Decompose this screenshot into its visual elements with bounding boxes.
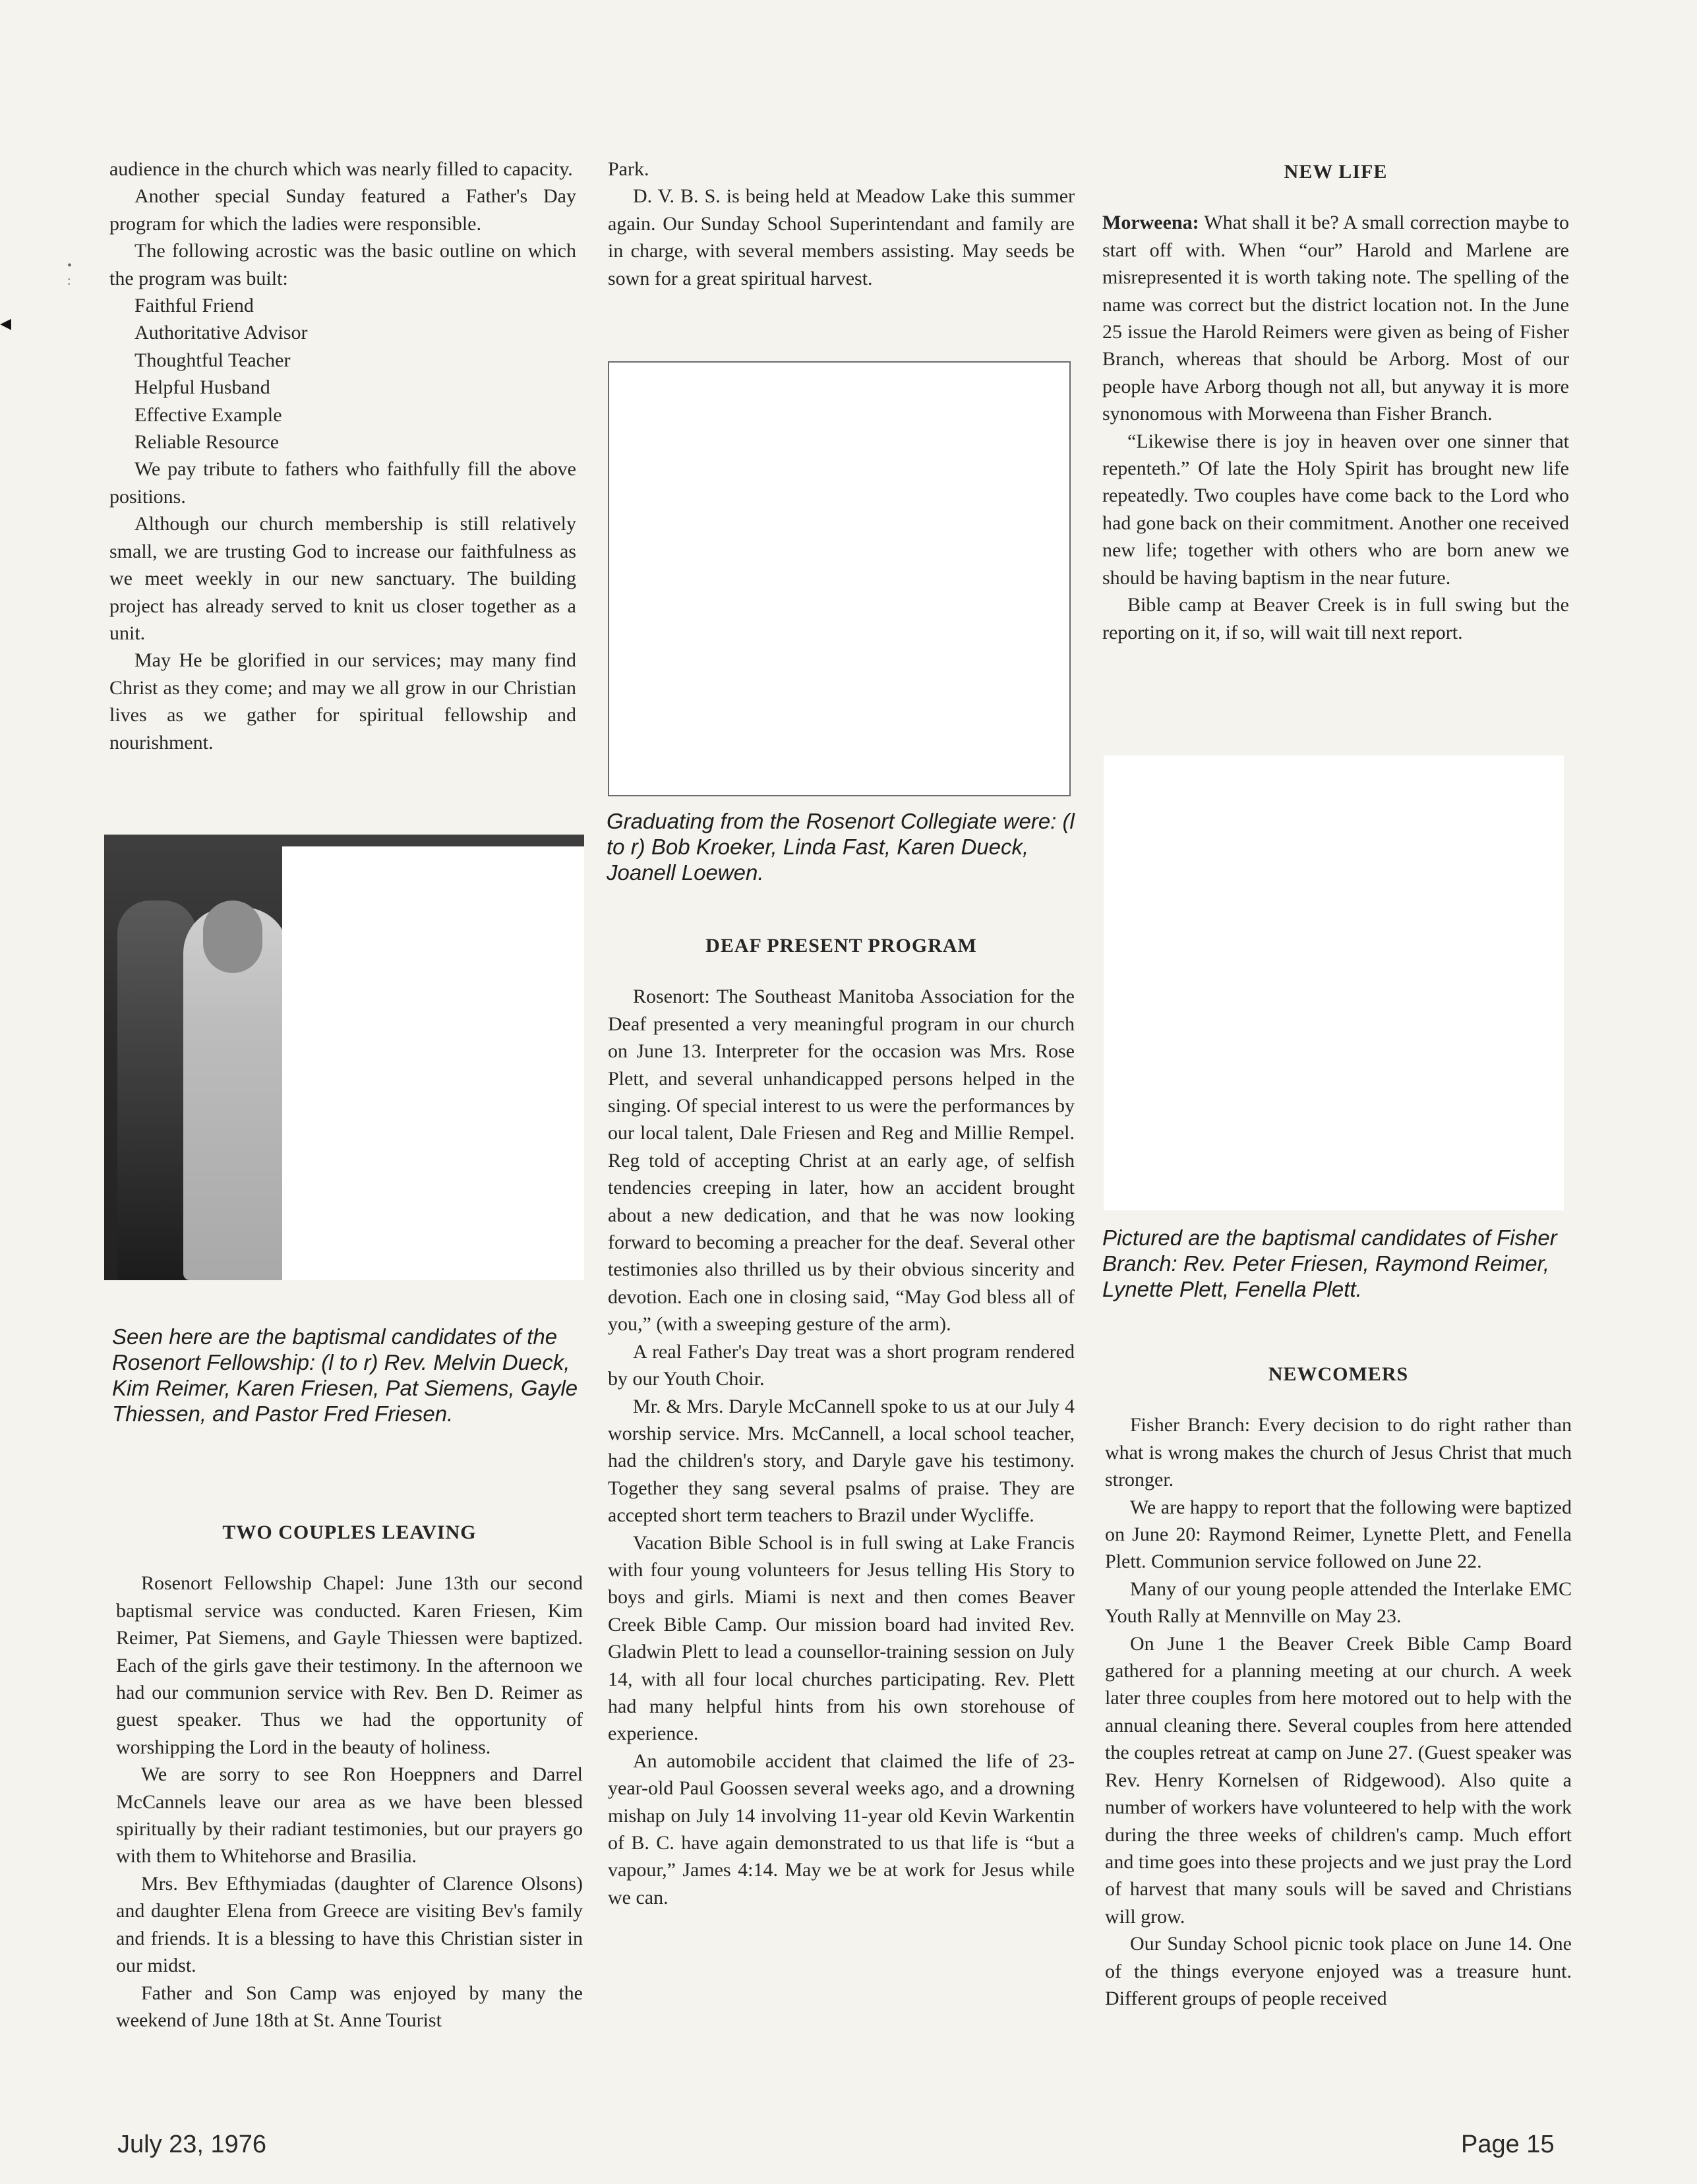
paragraph: Although our church membership is still relatively small, we are trusting God to increase our faithfulness as we meet weekly in our new sanctuary. The building project has already served to knit us closer together as a unit. (109, 513, 576, 644)
paragraph: audience in the church which was nearly filled to capacity. (109, 158, 573, 180)
paragraph: Our Sunday School picnic took place on June 14. One of the things everyone enjoyed was a treasure hunt. Different groups of people received (1105, 1933, 1572, 2009)
photo-caption: Graduating from the Rosenort Collegiate were: (l to r) Bob Kroeker, Linda Fast, Karen Dueck, Joanell Loewen. (607, 809, 1075, 885)
column-2 (608, 156, 1075, 292)
section-heading: NEW LIFE (1284, 161, 1388, 183)
photo-caption: Seen here are the baptismal candidates of the Rosenort Fellowship: (l to r) Rev. Melvin Dueck, Kim Reimer, Karen Friesen, Pat Siemens, Gayle Thiessen, and Pastor Fred Friesen. (112, 1324, 578, 1426)
photo-caption: Pictured are the baptismal candidates of Fisher Branch: Rev. Peter Friesen, Raymond Reimer, Lynette Plett, Fenella Plett. (1102, 1225, 1557, 1301)
paragraph: Another special Sunday featured a Father's Day program for which the ladies were responsible. (109, 185, 576, 235)
paragraph: Morweena: What shall it be? A small correction maybe to start off with. When “our” Harold and Marlene are misrepresented it is worth taking note. The spelling of the name was correct but the district location not. In the June 25 issue the Harold Reimers were given as being of Fisher Branch, whereas that should be Arborg. Most of our people have Arborg though not all, but anyway it is more synonomous with Morweena than Fisher Branch. (1102, 212, 1569, 425)
paragraph: Bible camp at Beaver Creek is in full swing but the reporting on it, if so, will wait till next report. (1102, 594, 1569, 643)
paragraph: “Likewise there is joy in heaven over one sinner that repenteth.” Of late the Holy Spirit has brought new life repeatedly. Two couples have come back to the Lord who had gone back on their commitment. Another one received new life; together with others who are born anew we should be having baptism in the near future. (1102, 430, 1569, 589)
paragraph: We are happy to report that the following were baptized on June 20: Raymond Reimer, Lynette Plett, and Fenella Plett. Communion service followed on June 22. (1105, 1496, 1572, 1573)
column-1-lower (116, 1519, 583, 2034)
margin-dots: • : (67, 258, 73, 288)
paragraph: The following acrostic was the basic outline on which the program was built: (109, 240, 576, 289)
column-1 (109, 156, 576, 756)
paragraph: We are sorry to see Ron Hoeppners and Darrel McCannels leave our area as we have been blessed spiritually by their radiant testimonies, but our prayers go with them to Whitehorse and Brasilia. (116, 1763, 583, 1868)
photo-figure-head (203, 900, 262, 973)
acrostic-line: Effective Example (134, 403, 282, 426)
baptismal-candidates-photo (104, 835, 584, 1280)
graduates-photo (608, 361, 1071, 796)
paragraph: Rosenort: The Southeast Manitoba Association for the Deaf presented a very meaningful program in our church on June 13. Interpreter for the occasion was Mrs. Rose Plett, and several unhandicapped persons helped in the singing. Of special interest to us were the performances by our local talent, Dale Friesen and Reg and Millie Rempel. Reg told of accepting Christ at an early age, of selfish tendencies creeping in later, how an accident brought about a new dedication, and that he was now looking forward to becoming a preacher for the deaf. Several other testimonies also thrilled us by their obvious sincerity and devotion. Each one in closing said, “May God bless all of you,” (with a sweeping gesture of the arm). (608, 986, 1075, 1336)
paragraph: We pay tribute to fathers who faithfully fill the above positions. (109, 458, 576, 508)
column-3 (1102, 158, 1569, 646)
section-heading: TWO COUPLES LEAVING (222, 1521, 477, 1543)
paragraph: Many of our young people attended the Interlake EMC Youth Rally at Mennville on May 23. (1105, 1578, 1572, 1628)
acrostic-line: Reliable Resource (134, 431, 280, 454)
paragraph: On June 1 the Beaver Creek Bible Camp Board gathered for a planning meeting at our church. A week later three couples from here motored out to help with the annual cleaning there. Several couples from here attended the couples retreat at camp on June 27. (Guest speaker was Rev. Henry Kornelsen of Ridgewood). Also quite a number of workers have volunteered to help with the work during the three weeks of children's camp. Much effort and time goes into these projects and we just pray the Lord of harvest that many souls will be saved and Christians will grow. (1105, 1632, 1572, 1928)
lead-place: Morweena: (1102, 212, 1199, 234)
acrostic-line: Helpful Husband (134, 376, 270, 399)
fisher-branch-candidates-photo (1104, 755, 1564, 1210)
acrostic-line: Authoritative Advisor (134, 322, 308, 344)
acrostic-line: Faithful Friend (134, 295, 254, 317)
paragraph: Mrs. Bev Efthymiadas (daughter of Clarence Olsons) and daughter Elena from Greece are visiting Bev's family and friends. It is a blessing to have this Christian sister in our midst. (116, 1872, 583, 1977)
paragraph: Park. (608, 158, 649, 180)
issue-date: July 23, 1976 (117, 2131, 267, 2158)
paragraph: D. V. B. S. is being held at Meadow Lake this summer again. Our Sunday School Superintendant and family are in charge, with several members assisting. May seeds be sown for a great spiritual harvest. (608, 185, 1075, 289)
margin-tick: ◂ (0, 311, 12, 336)
acrostic-list (109, 292, 576, 456)
paragraph: Fisher Branch: Every decision to do right rather than what is wrong makes the church of Jesus Christ that much stronger. (1105, 1414, 1572, 1491)
section-heading: DEAF PRESENT PROGRAM (705, 935, 977, 957)
paragraph: Father and Son Camp was enjoyed by many the weekend of June 18th at St. Anne Tourist (116, 1982, 583, 2031)
paragraph: Mr. & Mrs. Daryle McCannell spoke to us at our July 4 worship service. Mrs. McCannell, a local school teacher, had the children's story, and Daryle gave his testimony. Together they sang several psalms of praise. They are accepted short term teachers to Brazil under Wycliffe. (608, 1395, 1075, 1527)
redacted-photo-area (282, 846, 584, 1280)
paragraph: Rosenort Fellowship Chapel: June 13th our second baptismal service was conducted. Karen Friesen, Kim Reimer, Pat Siemens, and Gayle Thiessen were baptized. Each of the girls gave their testimony. In the afternoon we had our communion service with Rev. Ben D. Reimer as guest speaker. Thus we had the opportunity of worshipping the Lord in the beauty of holiness. (116, 1572, 583, 1758)
acrostic-line: Thoughtful Teacher (134, 349, 291, 371)
page-number: Page 15 (1461, 2131, 1555, 2158)
section-heading: NEWCOMERS (1268, 1363, 1409, 1385)
paragraph: An automobile accident that claimed the life of 23-year-old Paul Goossen several weeks ago, and a drowning mishap on July 14 involving 11-year old Kevin Warkentin of B. C. have again demonstrated to us that life is “but a vapour,” James 4:14. May we be at work for Jesus while we can. (608, 1750, 1075, 1908)
column-2-lower (608, 932, 1075, 1911)
column-3-lower (1105, 1361, 1572, 2012)
paragraph: A real Father's Day treat was a short program rendered by our Youth Choir. (608, 1340, 1075, 1390)
paragraph: Vacation Bible School is in full swing at Lake Francis with four young volunteers for Jesus telling His Story to boys and girls. Miami is next and then comes Beaver Creek Bible Camp. Our mission board had invited Rev. Gladwin Plett to lead a counsellor-training session on July 14, with all four local churches participating. Rev. Plett had many helpful hints from his own storehouse of experience. (608, 1531, 1075, 1745)
paragraph: May He be glorified in our services; may many find Christ as they come; and may we all grow in our Christian lives as we gather for spiritual fellowship and nourishment. (109, 649, 576, 753)
